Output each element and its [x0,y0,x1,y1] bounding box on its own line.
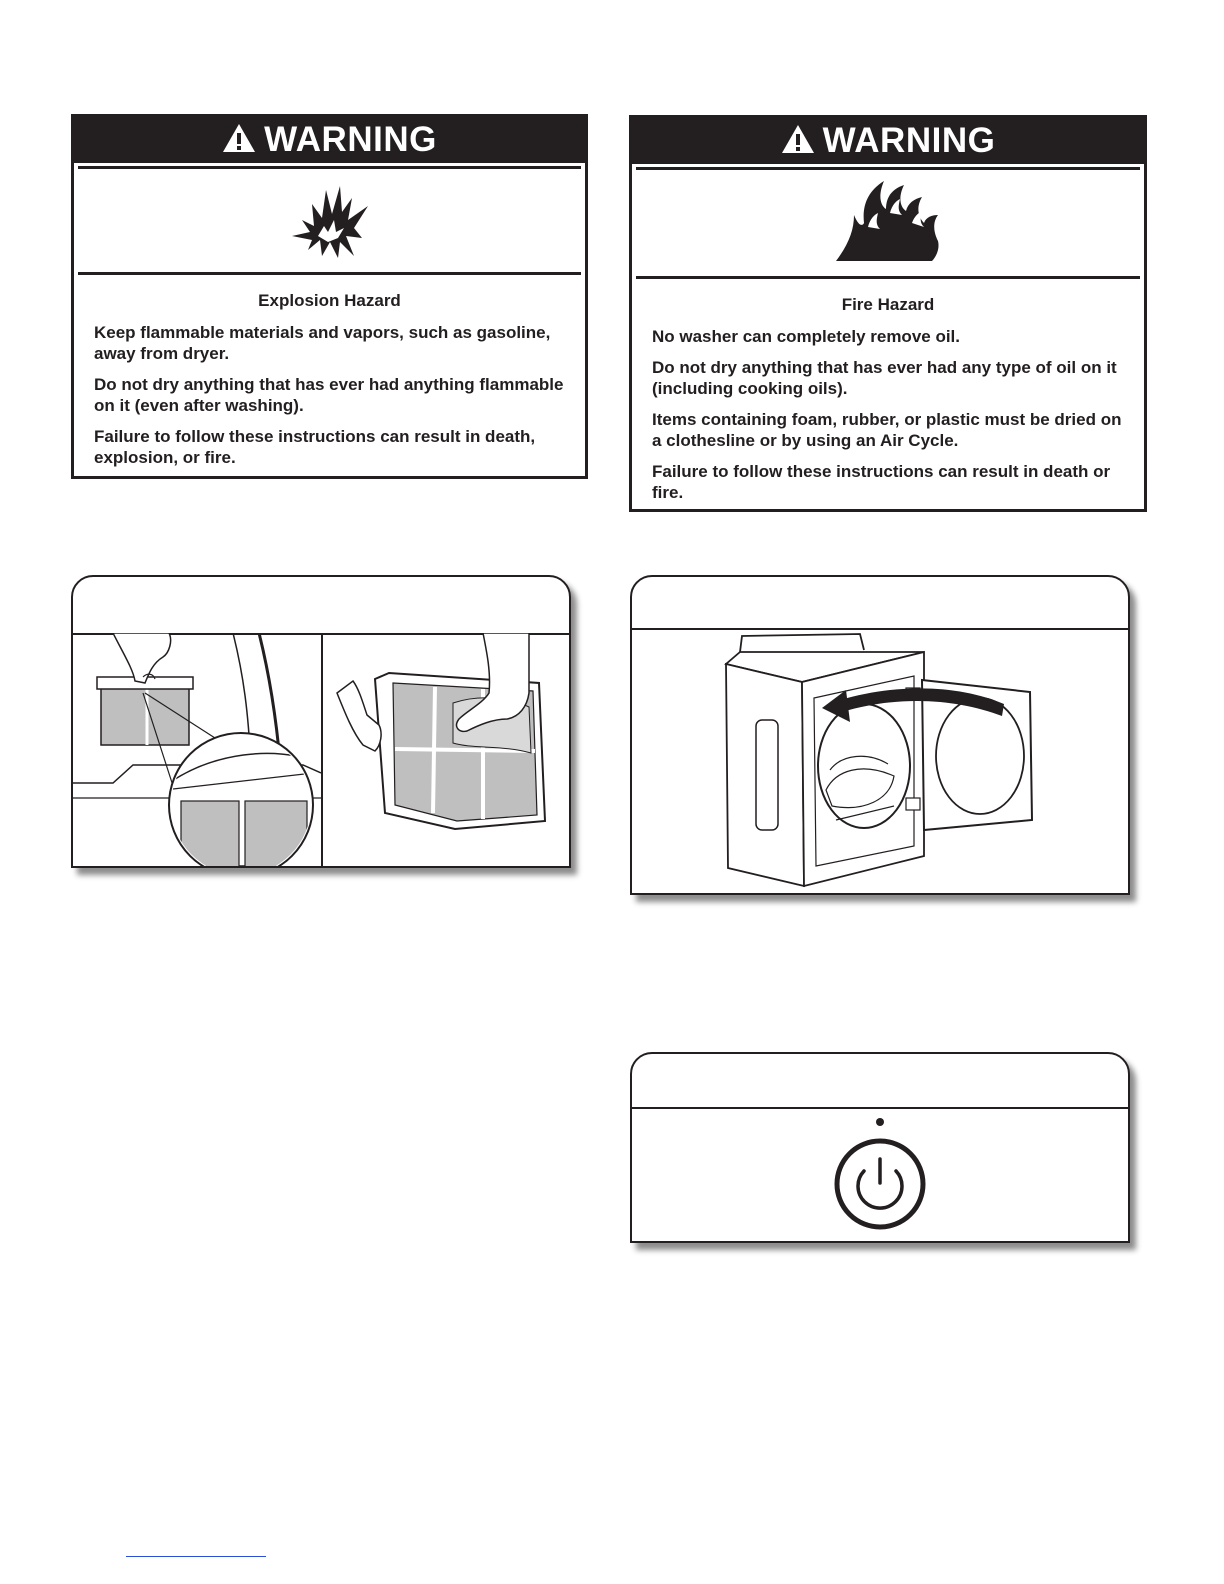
fire-icon [828,175,948,272]
warning-title: Fire Hazard [841,295,935,314]
hazard-icon-panel [78,166,581,275]
warning-triangle-icon [222,122,256,162]
warning-body [632,279,1144,503]
power-button-step-box [630,1052,1130,1243]
lint-screen-cleaning-illustration [323,633,571,866]
warning-header [632,118,1144,164]
hazard-icon-panel [636,167,1140,279]
warning-heading: WARNING [822,121,996,160]
step-header [73,577,569,635]
warning-box-explosion [71,114,588,479]
warning-box-fire [629,115,1147,512]
explosion-icon [288,176,372,265]
warning-paragraph: Items containing foam, rubber, or plastic must be dried on a clothesline or by using an Air Cycle. [652,410,1122,450]
warning-paragraph: Keep flammable materials and vapors, such as gasoline, away from dryer. [94,323,551,363]
warning-paragraph: Do not dry anything that has ever had anything flammable on it (even after washing). [94,375,564,415]
warning-title: Explosion Hazard [258,291,401,310]
power-indicator-light [876,1118,884,1126]
warning-heading: WARNING [264,120,437,159]
power-button-icon [837,1141,923,1227]
warning-header [74,117,585,163]
lint-screen-removal-illustration [73,633,323,866]
dryer-door-open-illustration [632,630,1128,893]
power-button-panel [632,1109,1128,1241]
dryer-door-step-box [630,575,1130,895]
step-header [632,1054,1128,1109]
warning-paragraph: Failure to follow these instructions can result in death, explosion, or fire. [94,427,536,467]
warning-body [74,275,585,468]
warning-paragraph: Do not dry anything that has ever had any type of oil on it (including cooking oils). [652,358,1117,398]
warning-paragraph: Failure to follow these instructions can result in death or fire. [652,462,1111,502]
footer-link-underline [126,1556,266,1557]
warning-triangle-icon [781,123,815,163]
lint-screen-step-box [71,575,571,868]
warning-paragraph: No washer can completely remove oil. [652,327,961,346]
step-header [632,577,1128,630]
